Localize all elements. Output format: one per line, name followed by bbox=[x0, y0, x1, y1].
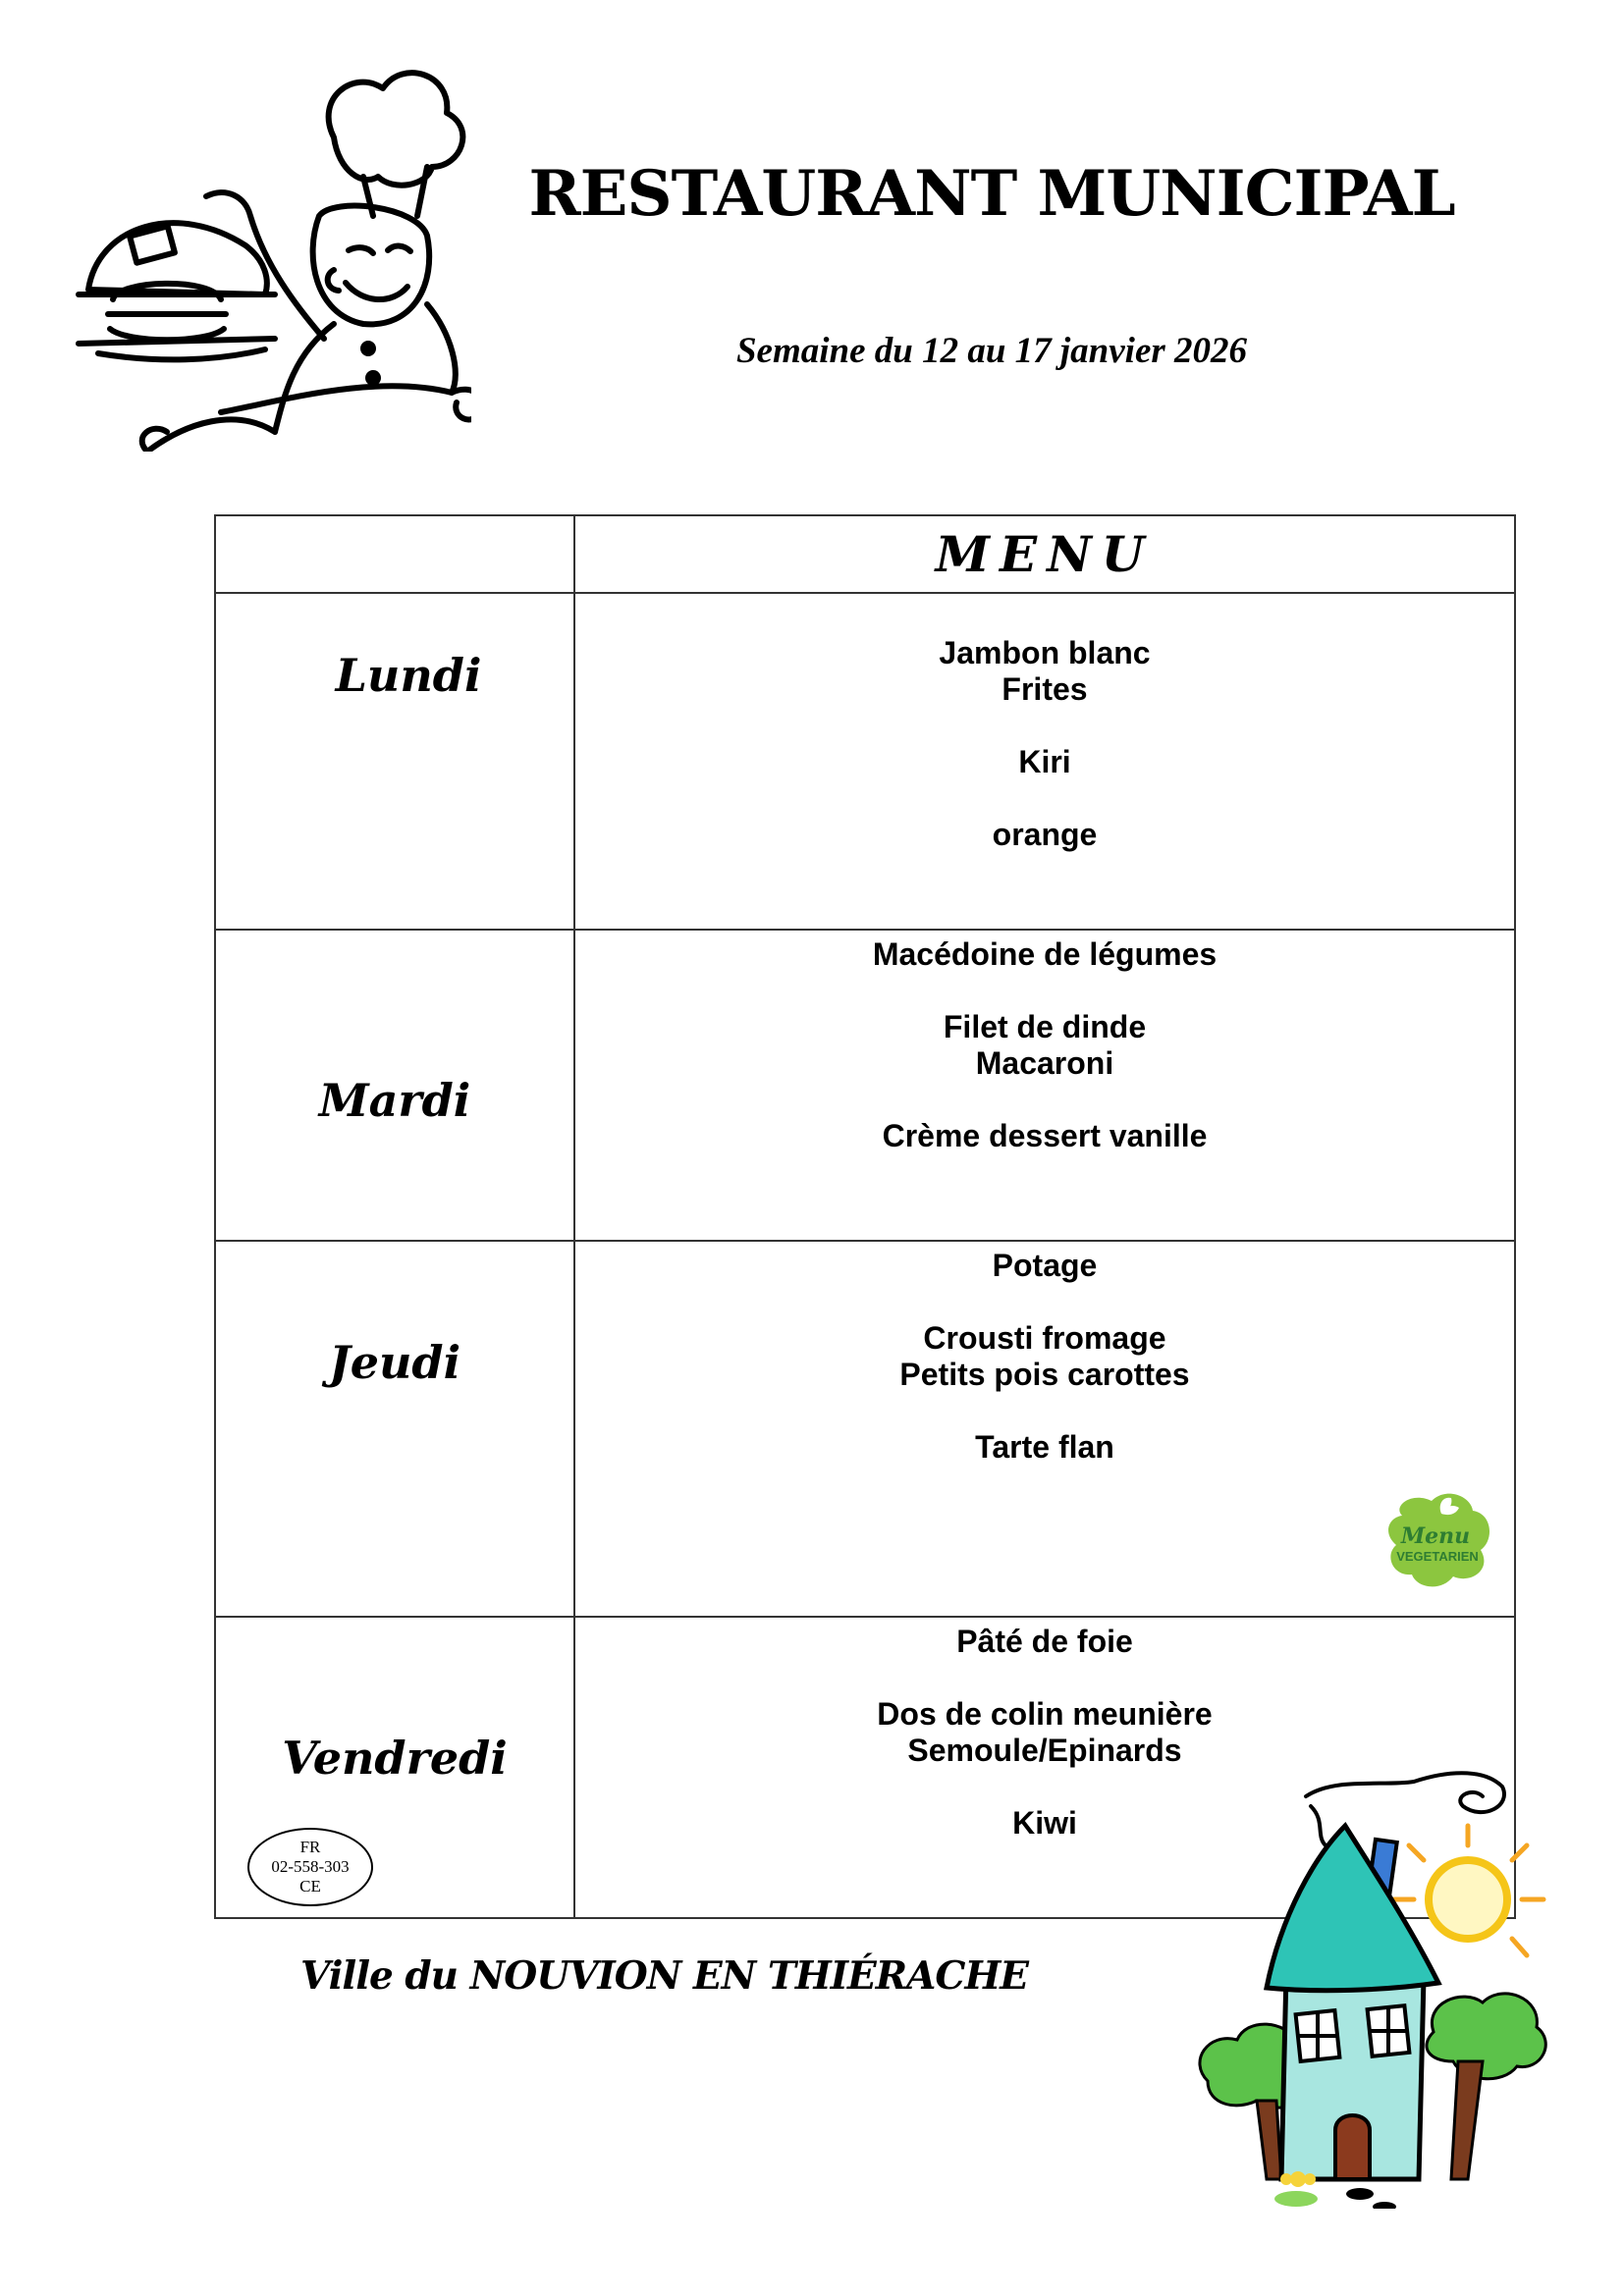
dish-line: Semoule/Epinards bbox=[907, 1733, 1182, 1768]
dish-line: Macaroni bbox=[975, 1045, 1114, 1081]
week-subtitle: Semaine du 12 au 17 janvier 2026 bbox=[735, 331, 1248, 371]
dish-line: Crème dessert vanille bbox=[882, 1118, 1208, 1153]
stamp-line: CE bbox=[299, 1877, 321, 1896]
dishes-cell bbox=[574, 930, 1515, 1241]
dish-line: Filet de dinde bbox=[943, 1009, 1147, 1044]
dishes-cell bbox=[574, 1241, 1515, 1617]
dish-line: Potage bbox=[992, 1248, 1098, 1283]
table-row bbox=[215, 1241, 1515, 1617]
chef-illustration bbox=[39, 59, 471, 452]
dish-line bbox=[575, 708, 1514, 744]
dish-line: Pâté de foie bbox=[956, 1624, 1133, 1659]
menu-heading: MENU bbox=[574, 515, 1515, 593]
page-title: RESTAURANT MUNICIPAL bbox=[528, 157, 1455, 231]
ce-sanitary-stamp bbox=[247, 1828, 373, 1906]
dish-line bbox=[575, 1393, 1514, 1429]
flower-icon bbox=[1274, 2171, 1318, 2207]
dish-line bbox=[575, 973, 1514, 1009]
house-illustration bbox=[1188, 1767, 1551, 2209]
empty-header-cell bbox=[215, 515, 574, 593]
dish-line: Frites bbox=[1001, 671, 1088, 707]
dish-line: Crousti fromage bbox=[923, 1320, 1166, 1356]
day-label: Lundi bbox=[215, 593, 574, 930]
dish-line: Jambon blanc bbox=[939, 635, 1151, 670]
table-header-row bbox=[215, 515, 1515, 593]
table-row bbox=[215, 930, 1515, 1241]
day-label: Jeudi bbox=[215, 1241, 574, 1617]
stamp-line: FR bbox=[299, 1838, 321, 1856]
table-row bbox=[215, 593, 1515, 930]
day-label: Vendredi bbox=[215, 1617, 574, 1918]
town-name: Ville du NOUVION EN THIÉRACHE bbox=[300, 1953, 1029, 1999]
stamp-line: 02-558-303 bbox=[271, 1857, 350, 1876]
dish-line: Macédoine de légumes bbox=[872, 936, 1218, 972]
dish-line: Kiwi bbox=[1012, 1805, 1077, 1841]
day-label: Mardi bbox=[215, 930, 574, 1241]
menu-table bbox=[214, 514, 1516, 1919]
dish-line bbox=[575, 780, 1514, 817]
dish-line: Kiri bbox=[1018, 744, 1071, 779]
dish-line bbox=[575, 1284, 1514, 1320]
dishes-cell bbox=[574, 593, 1515, 930]
badge-line-2: VEGETARIEN bbox=[1396, 1549, 1479, 1564]
tree-icon bbox=[1427, 1994, 1545, 2179]
dish-line: Petits pois carottes bbox=[899, 1357, 1190, 1392]
vegetarian-menu-badge bbox=[1382, 1486, 1496, 1594]
dish-line bbox=[575, 1660, 1514, 1696]
sun-icon bbox=[1394, 1826, 1543, 1955]
badge-line-1: Menu bbox=[1400, 1523, 1471, 1549]
dish-line: Dos de colin meunière bbox=[877, 1696, 1213, 1732]
dish-line: Tarte flan bbox=[975, 1429, 1114, 1465]
dish-line: orange bbox=[992, 817, 1098, 852]
dish-line bbox=[575, 1082, 1514, 1118]
